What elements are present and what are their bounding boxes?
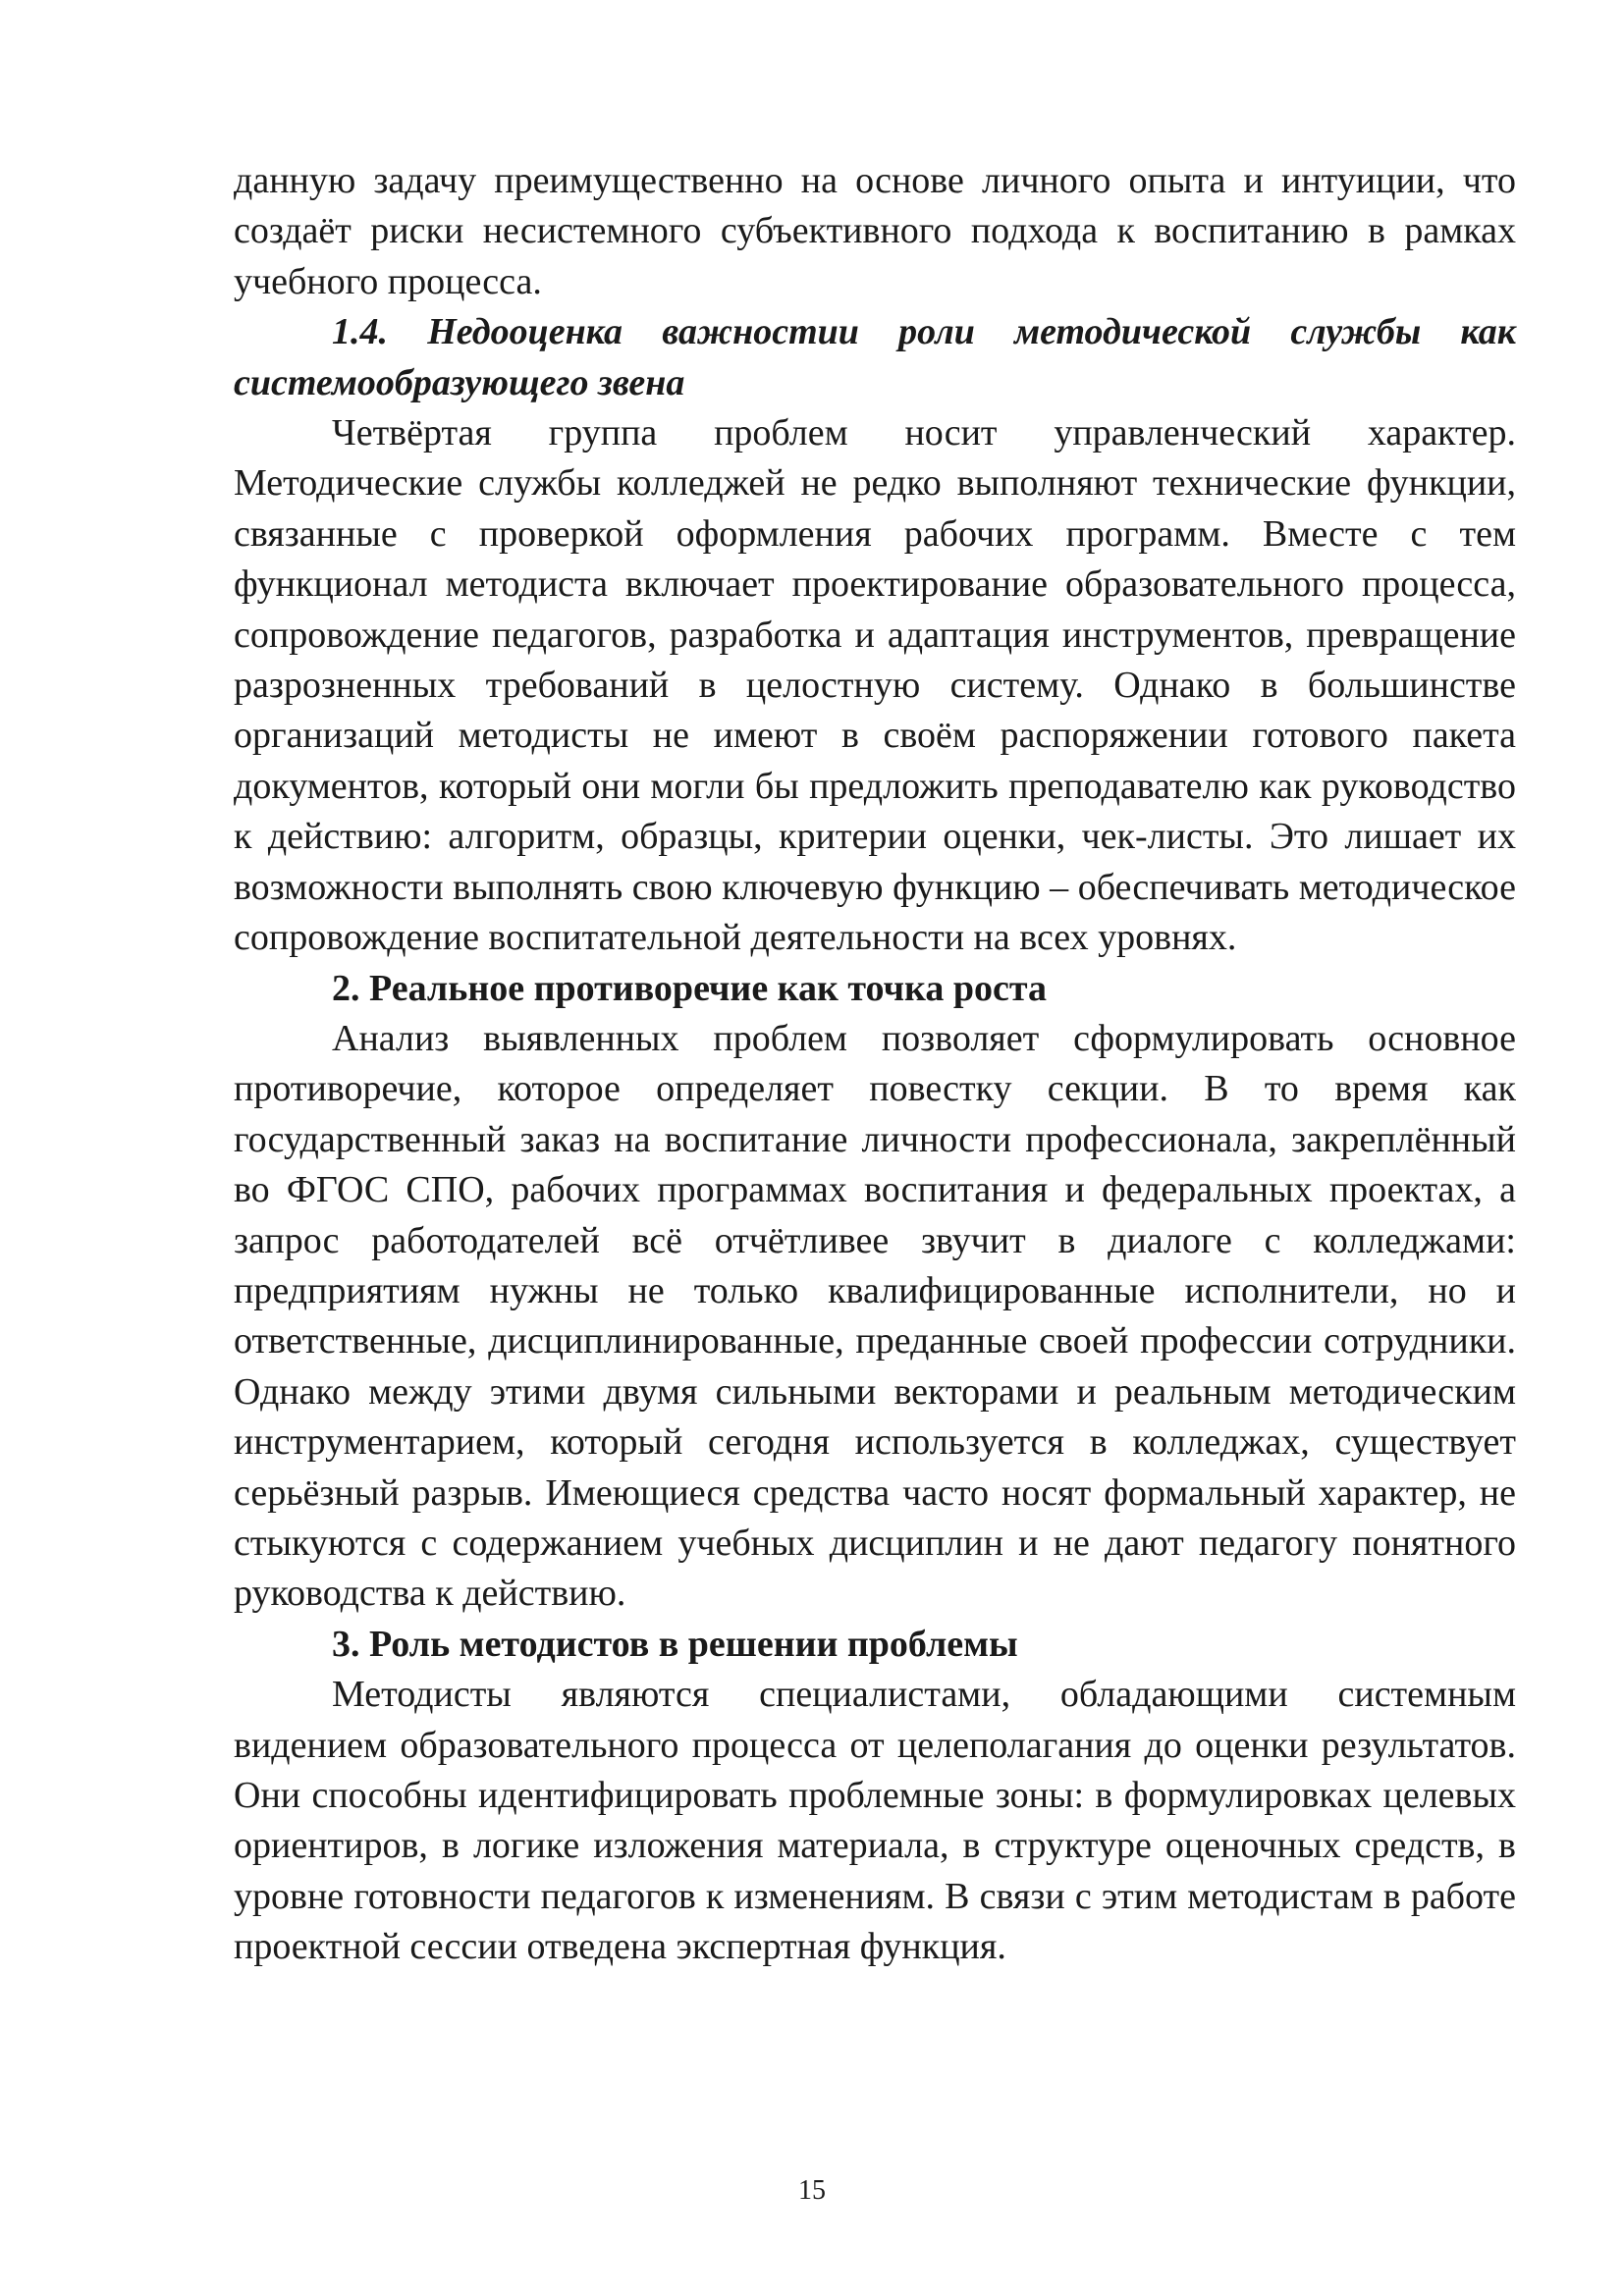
paragraph-management-problems: Четвёртая группа проблем носит управленческий характер. Методические службы колледжей не редко выполняют технические функции, связанные с проверкой оформления рабочих программ. Вместе с тем функционал методиста включает проектирование образовательного процесса, сопровождение педагогов, разработка и адаптация инструментов, превращение разрозненных требований в целостную систему. Однако в большинстве организаций методисты не имеют в своём распоряжении готового пакета документов, который они могли бы предложить преподавателю как руководство к действию: алгоритм, образцы, критерии оценки, чек-листы. Это лишает их возможности выполнять свою ключевую функцию – обеспечивать методическое сопровождение воспитательной деятельности на всех уровнях. bbox=[234, 412, 1516, 959]
section-heading-1-4: 1.4. Недооценка важностии роли методической службы как системообразующего звена bbox=[234, 311, 1516, 403]
paragraph-methodists-role: Методисты являются специалистами, обладающими системным видением образовательного процесса от целеполагания до оценки результатов. Они способны идентифицировать проблемные зоны: в формулировках целевых ориентиров, в логике изложения материала, в структуре оценочных средств, в уровне готовности педагогов к изменениям. В связи с этим методистам в работе проектной сессии отведена экспертная функция. bbox=[234, 1674, 1516, 1968]
section-heading-2: 2. Реальное противоречие как точка роста bbox=[332, 967, 1047, 1009]
document-body bbox=[234, 156, 1516, 1973]
paragraph-contradiction: Анализ выявленных проблем позволяет сформулировать основное противоречие, которое определяет повестку секции. В то время как государственный заказ на воспитание личности профессионала, закреплённый во ФГОС СПО, рабочих программах воспитания и федеральных проектах, а запрос работодателей всё отчётливее звучит в диалоге с колледжами: предприятиям нужны не только квалифицированные исполнители, но и ответственные, дисциплинированные, преданные своей профессии сотрудники. Однако между этими двумя сильными векторами и реальным методическим инструментарием, который сегодня используется в колледжах, существует серьёзный разрыв. Имеющиеся средства часто носят формальный характер, не стыкуются с содержанием учебных дисциплин и не дают педагогу понятного руководства к действию. bbox=[234, 1017, 1516, 1615]
page-number: 15 bbox=[798, 2175, 826, 2206]
paragraph-continuation: данную задачу преимущественно на основе личного опыта и интуиции, что создаёт риски несистемного субъективного подхода к воспитанию в рамках учебного процесса. bbox=[234, 160, 1516, 302]
section-heading-3: 3. Роль методистов в решении проблемы bbox=[332, 1623, 1018, 1665]
